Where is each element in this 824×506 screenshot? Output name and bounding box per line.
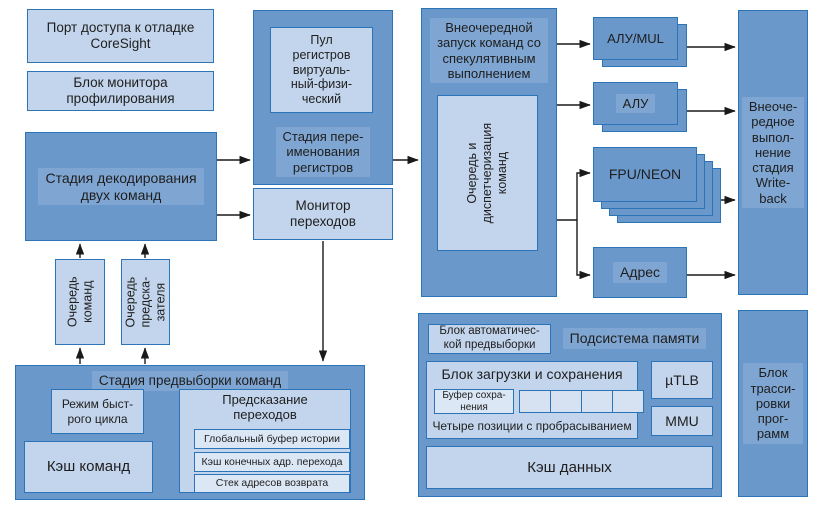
- box-data-cache: Кэш данных: [426, 446, 713, 489]
- box-profiling-monitor: Блок монитора профилирования: [27, 71, 214, 111]
- box-rename-stage: [253, 10, 393, 185]
- box-alu-mul: АЛУ/MUL: [593, 17, 678, 60]
- box-alu: АЛУ: [593, 82, 678, 125]
- box-instruction-cache: Кэш команд: [24, 441, 153, 493]
- slot-cell: [519, 390, 551, 413]
- ooo-issue-title: Внеочередной запуск команд со спекулятивным выполнением: [422, 18, 556, 83]
- box-fpu-neon: FPU/NEON: [593, 147, 697, 202]
- box-memory-subsystem: [418, 313, 722, 497]
- slot-cell: [612, 390, 644, 413]
- box-branch-target-cache: Кэш конечных адр. перехода: [194, 452, 350, 472]
- box-address-unit: Адрес: [593, 247, 687, 298]
- box-coresight-debug-port: Порт доступа к отладке CoreSight: [27, 9, 214, 63]
- memory-subsystem-title: Подсистема памяти: [554, 328, 715, 349]
- box-branch-prediction: [179, 389, 351, 493]
- box-utlb: µTLB: [651, 361, 713, 399]
- box-writeback-stage: Внеоче- редное выпол- нение стадия Write- back: [738, 10, 808, 295]
- branch-prediction-title: Предсказание переходов: [222, 392, 308, 423]
- rename-stage-label: Стадия пере- именования регистров: [254, 127, 392, 177]
- box-branch-monitor: Монитор переходов: [253, 188, 393, 240]
- box-mmu: MMU: [651, 406, 713, 436]
- box-decode-stage: Стадия декодирования двух команд: [25, 132, 217, 241]
- box-store-buffer: Буфер сохра- нения: [434, 389, 514, 414]
- four-slots-label: Четыре позиции с пробрасыванием: [432, 419, 632, 433]
- box-auto-prefetch: Блок автоматичес- кой предвыборки: [428, 324, 551, 354]
- prefetch-stage-title: Стадия предвыборки команд: [16, 371, 364, 391]
- box-instruction-queue: Очередь команд: [55, 259, 105, 345]
- box-predictor-queue: Очередь предска- зателя: [121, 259, 170, 345]
- slot-cell: [550, 390, 582, 413]
- slot-cells: [519, 390, 644, 413]
- box-queue-dispatch: Очередь и диспетчеризация команд: [437, 95, 538, 251]
- box-ooo-issue: [421, 8, 557, 297]
- box-return-address-stack: Стек адресов возврата: [194, 474, 350, 493]
- slot-cell: [581, 390, 613, 413]
- box-register-pool: Пул регистров виртуаль- ный-физи- ческий: [270, 27, 373, 113]
- box-load-store-unit: [426, 361, 638, 439]
- box-global-history-buffer: Глобальный буфер истории: [194, 429, 350, 449]
- load-store-title: Блок загрузки и сохранения: [441, 366, 623, 382]
- box-program-trace: Блок трасси- ровки прог- рамм: [738, 310, 808, 497]
- box-prefetch-stage: [15, 365, 365, 500]
- box-fast-loop-mode: Режим быст- рого цикла: [51, 389, 144, 434]
